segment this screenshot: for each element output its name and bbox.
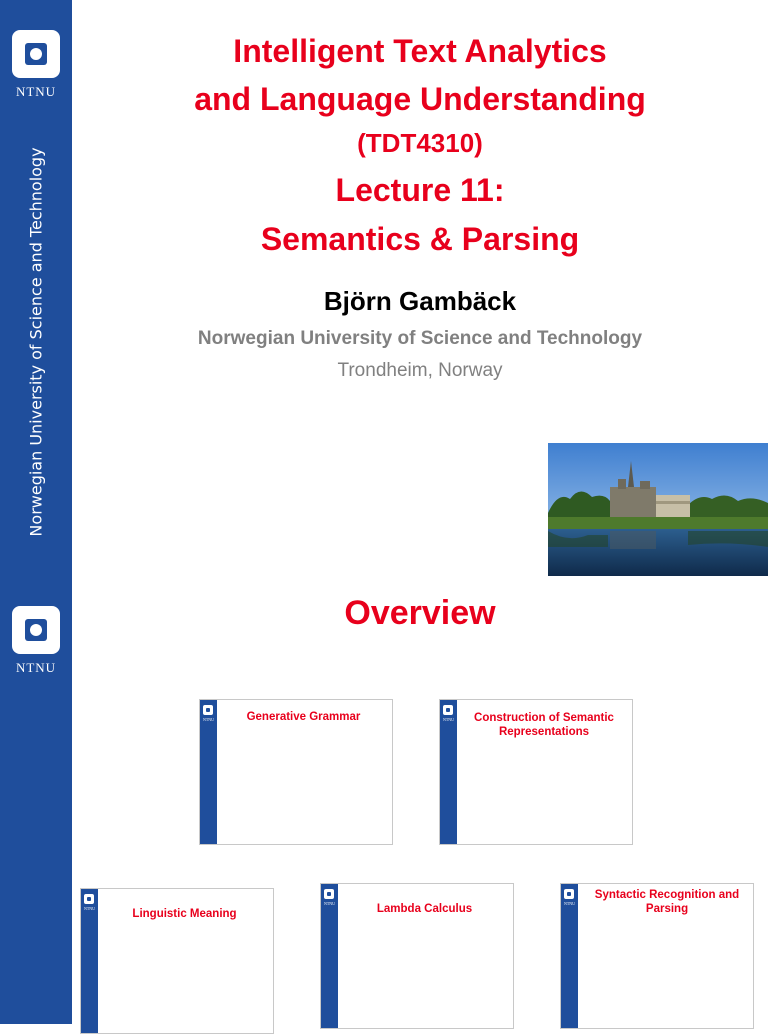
- thumbnail-slide[interactable]: NTNU Generative Grammar: [199, 699, 393, 845]
- ntnu-logo-icon: [564, 889, 574, 899]
- thumbnail-title: Construction of Semantic Representations: [474, 712, 614, 738]
- ntnu-logo-icon: [84, 894, 94, 904]
- university-vertical-text: Norwegian University of Science and Technology: [26, 147, 46, 537]
- ntnu-logo-icon: [324, 889, 334, 899]
- ntnu-logo-icon: [12, 606, 60, 654]
- thumbnail-slide[interactable]: NTNU Syntactic Recognition and Parsing: [560, 883, 754, 1029]
- lecture-topic: Semantics & Parsing: [260, 221, 580, 257]
- location: Trondheim, Norway: [337, 360, 503, 381]
- ntnu-logo-icon: [12, 30, 60, 78]
- ntnu-logo-text: NTNU: [15, 84, 57, 99]
- thumbnail-title: Generative Grammar: [246, 711, 361, 723]
- overview-title: Overview: [344, 594, 496, 632]
- thumbnail-title: Lambda Calculus: [376, 903, 473, 915]
- thumbnail-slide[interactable]: NTNU Lambda Calculus: [320, 883, 514, 1029]
- ntnu-sidebar: [0, 0, 72, 576]
- course-title-line1: Intelligent Text Analytics: [233, 33, 607, 69]
- ntnu-sidebar: [0, 576, 72, 1024]
- course-title-line2: and Language Understanding: [194, 81, 646, 117]
- ntnu-logo-text: NTNU: [15, 660, 57, 675]
- lecture-number: Lecture 11:: [335, 172, 505, 208]
- ntnu-logo-icon: [443, 705, 453, 715]
- ntnu-logo-icon: [203, 705, 213, 715]
- thumbnail-slide[interactable]: NTNU Construction of Semantic Representations: [439, 699, 633, 845]
- course-code: (TDT4310): [357, 128, 483, 158]
- thumbnail-title: Syntactic Recognition and Parsing: [594, 889, 740, 915]
- author-name: Björn Gambäck: [323, 286, 517, 316]
- thumbnail-slide[interactable]: NTNU Linguistic Meaning: [80, 888, 274, 1034]
- cathedral-photo: [548, 443, 768, 576]
- institution-name: Norwegian University of Science and Technology: [197, 328, 643, 349]
- thumbnail-title: Linguistic Meaning: [132, 908, 237, 920]
